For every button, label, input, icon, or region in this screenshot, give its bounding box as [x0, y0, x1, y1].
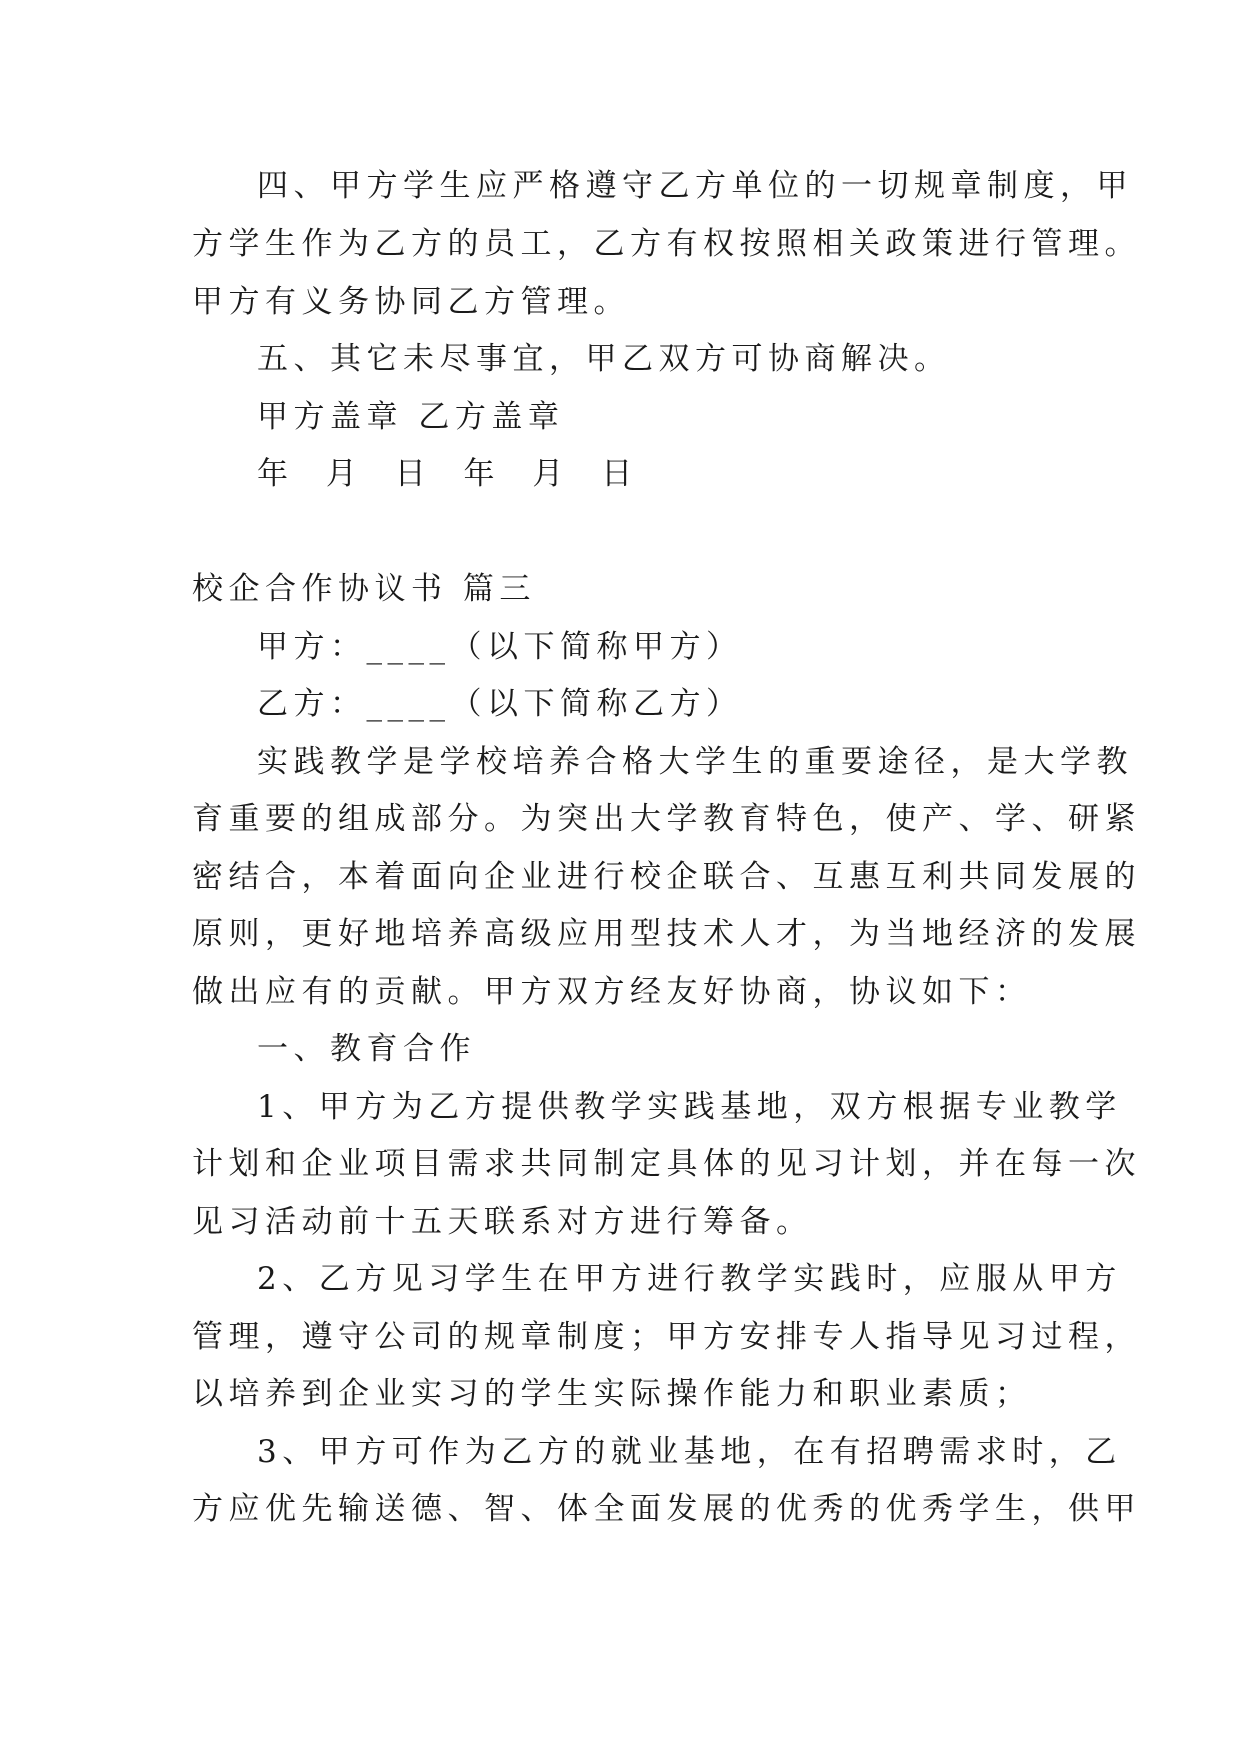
paragraph-line: 育重要的组成部分。为突出大学教育特色，使产、学、研紧 — [192, 801, 1141, 837]
paragraph-line: 密结合，本着面向企业进行校企联合、互惠互利共同发展的 — [192, 859, 1141, 895]
paragraph-line: 见习活动前十五天联系对方进行筹备。 — [192, 1204, 813, 1240]
section-title: 校企合作协议书 篇三 — [192, 571, 536, 607]
paragraph-line: 方应优先输送德、智、体全面发展的优秀的优秀学生，供甲 — [192, 1491, 1141, 1527]
paragraph-line: 2、乙方见习学生在甲方进行教学实践时，应服从甲方 — [257, 1261, 1122, 1297]
paragraph-line: 1、甲方为乙方提供教学实践基地，双方根据专业教学 — [257, 1089, 1122, 1125]
party-a-line: 甲方：____（以下简称甲方） — [257, 629, 743, 665]
paragraph-line: 做出应有的贡献。甲方双方经友好协商，协议如下： — [192, 974, 1032, 1010]
subsection-heading: 一、教育合作 — [257, 1031, 476, 1067]
paragraph-line: 计划和企业项目需求共同制定具体的见习计划，并在每一次 — [192, 1146, 1141, 1182]
paragraph-line: 原则，更好地培养高级应用型技术人才，为当地经济的发展 — [192, 916, 1141, 952]
paragraph-line: 四、甲方学生应严格遵守乙方单位的一切规章制度，甲 — [257, 168, 1133, 204]
paragraph-line: 管理，遵守公司的规章制度；甲方安排专人指导见习过程， — [192, 1319, 1141, 1355]
paragraph-line: 实践教学是学校培养合格大学生的重要途径，是大学教 — [257, 744, 1133, 780]
paragraph-line: 五、其它未尽事宜，甲乙双方可协商解决。 — [257, 341, 951, 377]
paragraph-line: 3、甲方可作为乙方的就业基地，在有招聘需求时，乙 — [257, 1434, 1122, 1470]
paragraph-line: 以培养到企业实习的学生实际操作能力和职业素质； — [192, 1376, 1032, 1412]
paragraph-line: 甲方有义务协同乙方管理。 — [192, 284, 630, 320]
signature-line: 甲方盖章 乙方盖章 — [257, 399, 565, 435]
paragraph-line: 方学生作为乙方的员工，乙方有权按照相关政策进行管理。 — [192, 226, 1141, 262]
date-line: 年 月 日 年 月 日 — [257, 456, 647, 492]
party-b-line: 乙方：____（以下简称乙方） — [257, 686, 743, 722]
